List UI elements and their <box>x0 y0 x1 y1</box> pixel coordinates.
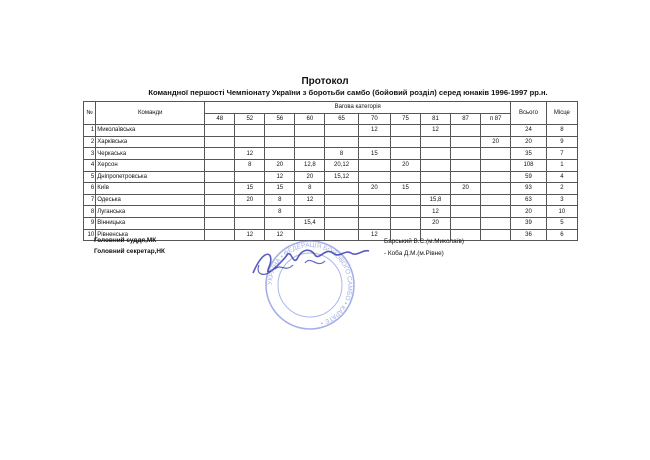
score-cell <box>235 136 265 148</box>
score-cell: 8 <box>235 159 265 171</box>
score-cell <box>358 159 390 171</box>
weight-header: 56 <box>265 113 295 125</box>
team-name: Одеська <box>96 194 205 206</box>
place-cell: 8 <box>546 125 577 137</box>
score-cell <box>358 136 390 148</box>
score-cell: 12,8 <box>295 159 325 171</box>
place-cell: 2 <box>546 183 577 195</box>
row-number: 2 <box>84 136 96 148</box>
score-cell <box>205 171 235 183</box>
team-name: Херсон <box>96 159 205 171</box>
score-cell <box>205 217 235 229</box>
score-cell <box>451 136 481 148</box>
score-cell <box>325 183 358 195</box>
weight-header: 87 <box>451 113 481 125</box>
total-cell: 63 <box>511 194 547 206</box>
table-row <box>84 171 578 183</box>
score-cell: 15,4 <box>295 217 325 229</box>
score-cell <box>451 148 481 160</box>
score-cell: 8 <box>295 183 325 195</box>
score-cell <box>421 183 451 195</box>
score-cell: 12 <box>235 148 265 160</box>
header-place: Місце <box>546 102 577 125</box>
score-cell <box>421 136 451 148</box>
weight-header: 52 <box>235 113 265 125</box>
team-name: Вінницька <box>96 217 205 229</box>
row-number: 3 <box>84 148 96 160</box>
results-table <box>83 101 578 241</box>
table-row <box>84 148 578 160</box>
team-name: Дніпропетровська <box>96 171 205 183</box>
document-title: Протокол <box>301 76 349 87</box>
place-cell: 10 <box>546 206 577 218</box>
score-cell: 20 <box>421 217 451 229</box>
official-stamp <box>235 225 385 335</box>
score-cell <box>481 148 511 160</box>
score-cell <box>295 136 325 148</box>
score-cell <box>481 171 511 183</box>
header-total: Всього <box>511 102 547 125</box>
chief-secretary-name: - Коба Д.М.(м.Рівне) <box>384 250 444 257</box>
chief-judge-label: Головний суддя,МК <box>94 237 157 244</box>
score-cell: 20,12 <box>325 159 358 171</box>
place-cell: 6 <box>546 229 577 241</box>
header-teams: Команди <box>96 102 205 125</box>
score-cell <box>481 229 511 241</box>
score-cell <box>205 206 235 218</box>
score-cell <box>390 206 420 218</box>
score-cell: 12 <box>421 206 451 218</box>
score-cell: 15 <box>235 183 265 195</box>
place-cell: 7 <box>546 148 577 160</box>
table-row <box>84 194 578 206</box>
score-cell <box>295 125 325 137</box>
row-number: 4 <box>84 159 96 171</box>
place-cell: 1 <box>546 159 577 171</box>
score-cell <box>325 136 358 148</box>
score-cell <box>451 217 481 229</box>
score-cell: 8 <box>265 206 295 218</box>
score-cell <box>205 148 235 160</box>
score-cell: 20 <box>235 194 265 206</box>
score-cell <box>295 148 325 160</box>
total-cell: 35 <box>511 148 547 160</box>
score-cell <box>358 194 390 206</box>
score-cell: 20 <box>265 159 295 171</box>
weight-header: п 87 <box>481 113 511 125</box>
score-cell: 15 <box>358 148 390 160</box>
score-cell <box>390 217 420 229</box>
score-cell: 15,12 <box>325 171 358 183</box>
chief-judge-name: Барський В.Є.(м.Миколаїв) <box>384 238 464 245</box>
team-name: Миколаївська <box>96 125 205 137</box>
weight-header: 65 <box>325 113 358 125</box>
score-cell <box>390 125 420 137</box>
weight-header: 48 <box>205 113 235 125</box>
table-row <box>84 136 578 148</box>
place-cell: 9 <box>546 136 577 148</box>
header-weight-category: Вагова категорія <box>205 102 511 114</box>
score-cell <box>421 171 451 183</box>
score-cell: 20 <box>481 136 511 148</box>
row-number: 1 <box>84 125 96 137</box>
score-cell <box>421 159 451 171</box>
table-body <box>84 125 578 241</box>
stamp-inner-ring <box>278 253 342 317</box>
table-row <box>84 183 578 195</box>
total-cell: 20 <box>511 206 547 218</box>
score-cell: 12 <box>295 194 325 206</box>
row-number: 5 <box>84 171 96 183</box>
score-cell <box>358 171 390 183</box>
header-number: № <box>84 102 96 125</box>
table-row <box>84 159 578 171</box>
team-name: Київ <box>96 183 205 195</box>
row-number: 8 <box>84 206 96 218</box>
score-cell <box>205 125 235 137</box>
score-cell <box>451 194 481 206</box>
score-cell: 20 <box>295 171 325 183</box>
score-cell <box>205 194 235 206</box>
score-cell <box>390 136 420 148</box>
score-cell <box>481 183 511 195</box>
row-number: 9 <box>84 217 96 229</box>
score-cell <box>451 125 481 137</box>
place-cell: 5 <box>546 217 577 229</box>
score-cell <box>481 217 511 229</box>
weight-header: 75 <box>390 113 420 125</box>
score-cell <box>481 194 511 206</box>
score-cell <box>205 183 235 195</box>
total-cell: 20 <box>511 136 547 148</box>
team-name: Черкаська <box>96 148 205 160</box>
score-cell: 15,8 <box>421 194 451 206</box>
score-cell <box>481 206 511 218</box>
stamp-text: УКРАЇНА • ФЕДЕРАЦІЯ БОЙОВОГО САМБО • КАРАТЕ • <box>266 241 354 327</box>
score-cell <box>325 125 358 137</box>
score-cell <box>235 125 265 137</box>
score-cell <box>451 206 481 218</box>
score-cell <box>390 171 420 183</box>
score-cell: 20 <box>451 183 481 195</box>
score-cell <box>235 171 265 183</box>
score-cell: 12 <box>265 229 295 241</box>
score-cell <box>205 229 235 241</box>
team-name: Луганська <box>96 206 205 218</box>
total-cell: 59 <box>511 171 547 183</box>
score-cell <box>325 194 358 206</box>
score-cell <box>358 206 390 218</box>
score-cell: 12 <box>421 125 451 137</box>
score-cell: 12 <box>358 229 390 241</box>
score-cell <box>265 148 295 160</box>
score-cell <box>481 125 511 137</box>
score-cell: 8 <box>265 194 295 206</box>
score-cell: 12 <box>358 125 390 137</box>
score-cell <box>390 194 420 206</box>
score-cell: 12 <box>265 171 295 183</box>
score-cell: 15 <box>390 183 420 195</box>
score-cell: 8 <box>325 148 358 160</box>
place-cell: 4 <box>546 171 577 183</box>
score-cell <box>390 148 420 160</box>
place-cell: 3 <box>546 194 577 206</box>
total-cell: 39 <box>511 217 547 229</box>
row-number: 6 <box>84 183 96 195</box>
score-cell <box>325 206 358 218</box>
score-cell: 20 <box>358 183 390 195</box>
team-name: Харківська <box>96 136 205 148</box>
table-row <box>84 125 578 137</box>
score-cell <box>265 136 295 148</box>
row-number: 7 <box>84 194 96 206</box>
score-cell <box>205 136 235 148</box>
weight-header: 81 <box>421 113 451 125</box>
table-row <box>84 206 578 218</box>
score-cell <box>205 159 235 171</box>
score-cell <box>451 159 481 171</box>
total-cell: 93 <box>511 183 547 195</box>
document-subtitle: Командної першості Чемпіонату України з боротьби самбо (бойовий розділ) серед юнаків 1996-1997 рр.н. <box>148 88 548 97</box>
score-cell <box>235 206 265 218</box>
team-name: Рівненська <box>96 229 205 241</box>
score-cell <box>295 206 325 218</box>
chief-secretary-label: Головний секретар,НК <box>94 248 165 255</box>
total-cell: 108 <box>511 159 547 171</box>
row-number: 10 <box>84 229 96 241</box>
total-cell: 24 <box>511 125 547 137</box>
header-row <box>84 102 578 114</box>
score-cell <box>421 148 451 160</box>
total-cell: 36 <box>511 229 547 241</box>
score-cell: 15 <box>265 183 295 195</box>
weight-header: 60 <box>295 113 325 125</box>
score-cell <box>265 125 295 137</box>
score-cell: 20 <box>390 159 420 171</box>
score-cell <box>481 159 511 171</box>
score-cell <box>451 171 481 183</box>
score-cell: 12 <box>235 229 265 241</box>
weight-header: 70 <box>358 113 390 125</box>
